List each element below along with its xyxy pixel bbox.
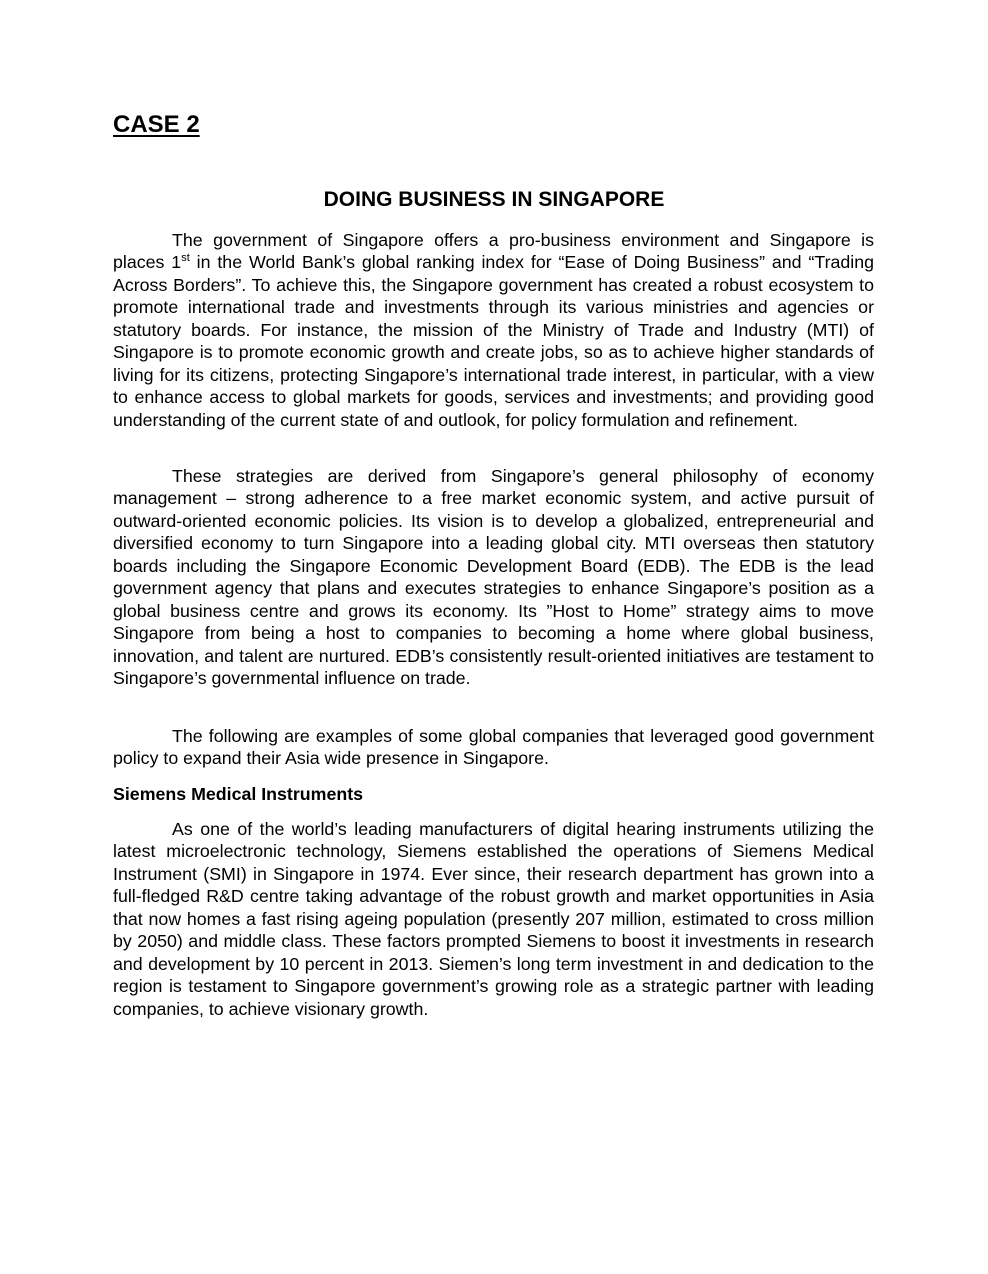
- document-title: DOING BUSINESS IN SINGAPORE: [323, 188, 665, 211]
- paragraph-examples: The following are examples of some global companies that leveraged good government policy to expand their Asia wide presence in Singapore.: [113, 726, 874, 769]
- paragraph-strategies: These strategies are derived from Singapore’s general philosophy of economy management – strong adherence to a free market economic system, and active pursuit of outward-oriented economic policies. Its vision is to develop a globalized, entrepreneurial and diversified economy to turn Singapore into a leading global city. MTI overseas then statutory boards including the Singapore Economic Development Board (EDB). The EDB is the lead government agency that plans and executes strategies to enhance Singapore’s position as a global business centre and grows its economy. Its ”Host to Home” strategy aims to move Singapore from being a host to companies to becoming a home where global business, innovation, and talent are nurtured. EDB’s consistently result-oriented initiatives are testament to Singapore’s governmental influence on trade.: [113, 466, 874, 689]
- case-label: CASE 2: [113, 111, 200, 138]
- section-heading-siemens: Siemens Medical Instruments: [113, 784, 364, 804]
- paragraph-intro: [113, 229, 874, 431]
- paragraph-intro-text-start: The government of Singapore offers a pro-business environment and Singapore is places 1: [113, 230, 874, 273]
- paragraph-intro-text-end: in the World Bank’s global ranking index for “Ease of Doing Business” and “Trading Across Borders”. To achieve this, the Singapore government has created a robust ecosystem to promote international trade and investments through its various ministries and agencies or statutory boards. For instance, the mission of the Ministry of Trade and Industry (MTI) of Singapore is to promote economic growth and create jobs, so as to achieve higher standards of living for its citizens, protecting Singapore’s international trade interest, in particular, with a view to enhance access to global markets for goods, services and investments; and providing good understanding of the current state of and outlook, for policy formulation and refinement.: [113, 252, 874, 430]
- ordinal-suffix: st: [181, 252, 190, 265]
- paragraph-siemens: As one of the world’s leading manufacturers of digital hearing instruments utilizing the latest microelectronic technology, Siemens established the operations of Siemens Medical Instrument (SMI) in Singapore in 1974. Ever since, their research department has grown into a full-fledged R&D centre taking advantage of the robust growth and market opportunities in Asia that now homes a fast rising ageing population (presently 207 million, estimated to cross million by 2050) and middle class. These factors prompted Siemens to boost it investments in research and development by 10 percent in 2013. Siemen’s long term investment in and dedication to the region is testament to Singapore government’s growing role as a strategic partner with leading companies, to achieve visionary growth.: [113, 819, 874, 1019]
